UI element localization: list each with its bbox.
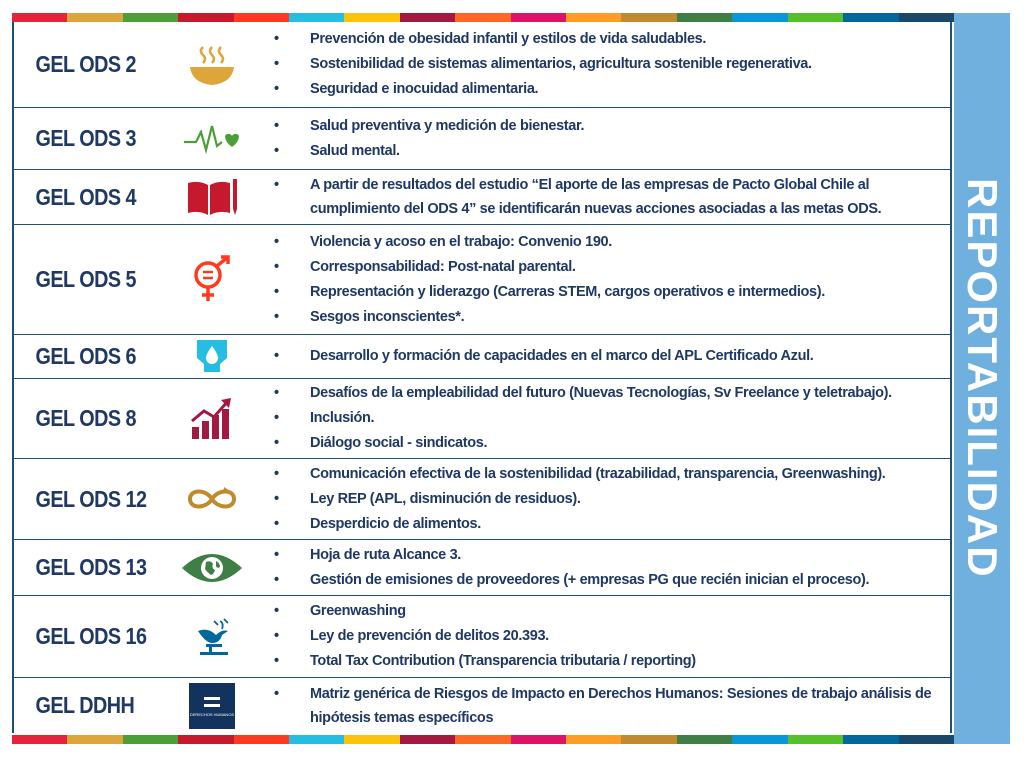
stripe-segment <box>400 13 455 22</box>
row-items <box>262 381 950 456</box>
stripe-segment <box>289 735 344 744</box>
stripe-segment <box>788 735 843 744</box>
icon-caption: DERECHOS HUMANOS <box>189 711 235 717</box>
list-item: • Salud preventiva y medición de bienestar. <box>292 114 950 139</box>
table-row-ods-13 <box>14 540 950 596</box>
list-item: • Total Tax Contribution (Transparencia tributaria / reporting) <box>292 649 950 674</box>
list-item: • Violencia y acoso en el trabajo: Convenio 190. <box>292 230 950 255</box>
list-item: • Matriz genérica de Riesgos de Impacto en Derechos Humanos: Sesiones de trabajo análisis de hipótesis temas específicos <box>292 682 950 730</box>
stripe-segment <box>123 13 178 22</box>
list-item: • Greenwashing <box>292 599 950 624</box>
row-items <box>262 344 950 369</box>
stripe-segment <box>234 13 289 22</box>
list-item: • Desafíos de la empleabilidad del futuro (Nuevas Tecnologías, Sv Freelance y teletrabajo). <box>292 381 950 406</box>
stripe-segment <box>455 735 510 744</box>
stripe-segment <box>344 13 399 22</box>
table-row-ods-3 <box>14 108 950 170</box>
stripe-segment <box>511 735 566 744</box>
stripe-segment <box>234 735 289 744</box>
earth-eye-icon <box>162 551 262 585</box>
list-item: • Representación y liderazgo (Carreras STEM, cargos operativos e intermedios). <box>292 280 950 305</box>
table-row-ods-16 <box>14 596 950 678</box>
row-items <box>262 543 950 593</box>
row-label: GEL DDHH <box>35 692 135 718</box>
stripe-segment <box>843 13 898 22</box>
list-item: • Hoja de ruta Alcance 3. <box>292 543 950 568</box>
row-label: GEL ODS 5 <box>35 266 137 292</box>
table-row-ods-4 <box>14 170 950 225</box>
infinity-icon <box>162 483 262 515</box>
stripe-segment <box>123 735 178 744</box>
stripe-segment <box>12 13 67 22</box>
list-item: • Desperdicio de alimentos. <box>292 512 950 537</box>
stripe-segment <box>677 735 732 744</box>
stripe-segment <box>899 735 954 744</box>
row-items <box>262 230 950 330</box>
stripe-segment <box>511 13 566 22</box>
row-label: GEL ODS 2 <box>35 51 137 77</box>
stripe-segment <box>732 735 787 744</box>
list-item: • Ley de prevención de delitos 20.393. <box>292 624 950 649</box>
stripe-segment <box>67 735 122 744</box>
dove-gavel-icon <box>162 617 262 657</box>
row-label: GEL ODS 13 <box>35 554 147 580</box>
side-banner <box>954 13 1010 744</box>
list-item: • Salud mental. <box>292 139 950 164</box>
row-label: GEL ODS 3 <box>35 125 137 151</box>
side-banner-title: REPORTABILIDAD <box>959 178 1006 579</box>
stripe-segment <box>899 13 954 22</box>
list-item: • Seguridad e inocuidad alimentaria. <box>292 77 950 102</box>
row-items <box>262 27 950 102</box>
list-item: • A partir de resultados del estudio “El aporte de las empresas de Pacto Global Chile al cumplimiento del ODS 4” se identificarán nuevas acciones asociadas a las metas ODS. <box>292 173 950 221</box>
row-label: GEL ODS 16 <box>35 623 147 649</box>
row-items <box>262 462 950 537</box>
book-icon <box>162 177 262 217</box>
stripe-segment <box>67 13 122 22</box>
top-color-stripe <box>12 13 954 22</box>
list-item: • Diálogo social - sindicatos. <box>292 431 950 456</box>
row-label: GEL ODS 6 <box>35 343 137 369</box>
row-label: GEL ODS 8 <box>35 405 137 431</box>
list-item: • Desarrollo y formación de capacidades en el marco del APL Certificado Azul. <box>292 344 950 369</box>
stripe-segment <box>289 13 344 22</box>
row-items <box>262 114 950 164</box>
water-drop-icon <box>162 338 262 376</box>
list-item: • Inclusión. <box>292 406 950 431</box>
table-row-ods-2 <box>14 22 950 108</box>
stripe-segment <box>178 13 233 22</box>
stripe-segment <box>621 735 676 744</box>
stripe-segment <box>566 13 621 22</box>
table-row-ods-6 <box>14 335 950 379</box>
stripe-segment <box>344 735 399 744</box>
stripe-segment <box>621 13 676 22</box>
stripe-segment <box>400 735 455 744</box>
stripe-segment <box>178 735 233 744</box>
list-item: • Sesgos inconscientes*. <box>292 305 950 330</box>
table-row-ods-5 <box>14 225 950 335</box>
icon-bar <box>204 704 220 707</box>
list-item: • Gestión de emisiones de proveedores (+ empresas PG que recién inician el proceso). <box>292 568 950 593</box>
stripe-segment <box>566 735 621 744</box>
bowl-icon <box>162 43 262 87</box>
list-item: • Corresponsabilidad: Post-natal parental. <box>292 255 950 280</box>
stripe-segment <box>455 13 510 22</box>
stripe-segment <box>677 13 732 22</box>
gel-ods-table <box>12 22 952 733</box>
stripe-segment <box>843 735 898 744</box>
heartbeat-icon <box>162 122 262 156</box>
gender-equality-icon <box>162 255 262 305</box>
list-item: • Sostenibilidad de sistemas alimentarios, agricultura sostenible regenerativa. <box>292 52 950 77</box>
stripe-segment <box>788 13 843 22</box>
row-label: GEL ODS 12 <box>35 485 147 512</box>
row-label: GEL ODS 4 <box>35 183 137 210</box>
list-item: • Prevención de obesidad infantil y estilos de vida saludables. <box>292 27 950 52</box>
table-row-ods-8 <box>14 379 950 459</box>
list-item: • Comunicación efectiva de la sostenibilidad (trazabilidad, transparencia, Greenwashing). <box>292 462 950 487</box>
bottom-color-stripe <box>12 735 954 744</box>
list-item: • Ley REP (APL, disminución de residuos). <box>292 487 950 512</box>
human-rights-icon-wrap <box>162 683 262 729</box>
stripe-segment <box>12 735 67 744</box>
stripe-segment <box>732 13 787 22</box>
row-items <box>262 173 950 221</box>
growth-chart-icon <box>162 397 262 441</box>
row-items <box>262 682 950 730</box>
table-row-ddhh <box>14 678 950 733</box>
row-items <box>262 599 950 674</box>
table-row-ods-12 <box>14 459 950 540</box>
human-rights-icon <box>189 683 235 729</box>
icon-bar <box>204 697 220 700</box>
